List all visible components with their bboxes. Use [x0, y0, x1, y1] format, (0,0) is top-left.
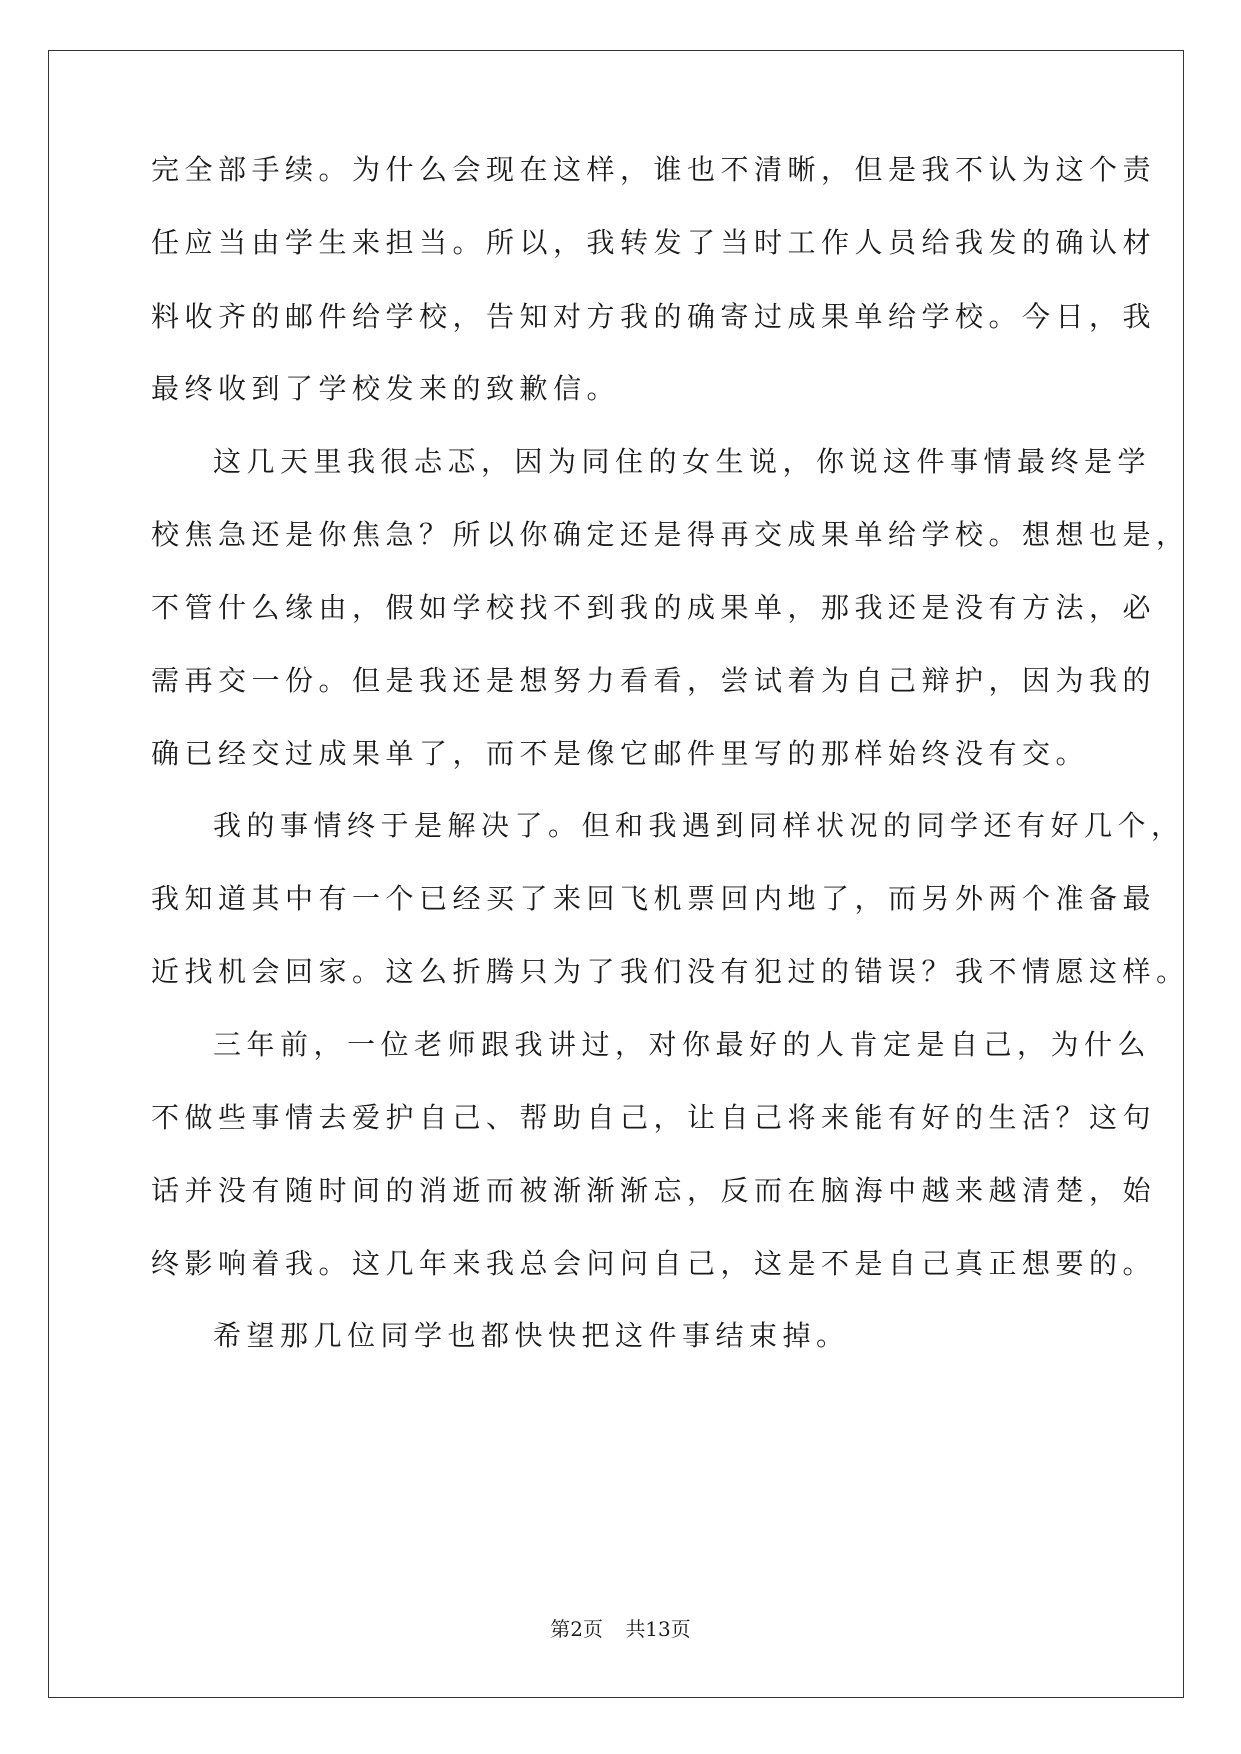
body-line-17: 希望那几位同学也都快快把这件事结束掉。	[213, 1319, 850, 1352]
body-line-15: 话并没有随时间的消逝而被渐渐渐忘，反而在脑海中越来越清楚，始	[151, 1174, 1157, 1207]
body-line-11: 我知道其中有一个已经买了来回飞机票回内地了，而另外两个准备最	[151, 882, 1157, 915]
body-line-3: 料收齐的邮件给学校，告知对方我的确寄过成果单给学校。今日，我	[151, 300, 1157, 333]
body-line-6: 校焦急还是你焦急？所以你确定还是得再交成果单给学校。想想也是，	[151, 518, 1190, 551]
body-line-4: 最终收到了学校发来的致歉信。	[151, 372, 621, 405]
body-line-9: 确已经交过成果单了，而不是像它邮件里写的那样始终没有交。	[151, 737, 1090, 770]
body-line-10: 我的事情终于是解决了。但和我遇到同样状况的同学还有好几个，	[213, 809, 1185, 842]
body-line-8: 需再交一份。但是我还是想努力看看，尝试着为自己辩护，因为我的	[151, 664, 1157, 697]
body-line-5: 这几天里我很忐忑，因为同住的女生说，你说这件事情最终是学	[213, 445, 1152, 478]
body-line-14: 不做些事情去爱护自己、帮助自己，让自己将来能有好的生活？这句	[151, 1101, 1157, 1134]
body-line-16: 终影响着我。这几年来我总会问问自己，这是不是自己真正想要的。	[151, 1247, 1157, 1280]
page-number-total: 共13页	[625, 1617, 691, 1641]
body-line-2: 任应当由学生来担当。所以，我转发了当时工作人员给我发的确认材	[151, 226, 1157, 259]
body-line-7: 不管什么缘由，假如学校找不到我的成果单，那我还是没有方法，必	[151, 591, 1157, 624]
page-footer	[0, 1613, 1241, 1642]
body-line-1: 完全部手续。为什么会现在这样，谁也不清晰，但是我不认为这个责	[151, 153, 1157, 186]
body-line-13: 三年前，一位老师跟我讲过，对你最好的人肯定是自己，为什么	[213, 1028, 1152, 1061]
body-line-12: 近找机会回家。这么折腾只为了我们没有犯过的错误？我不情愿这样。	[151, 955, 1190, 988]
page-number-current: 第2页	[550, 1617, 603, 1641]
